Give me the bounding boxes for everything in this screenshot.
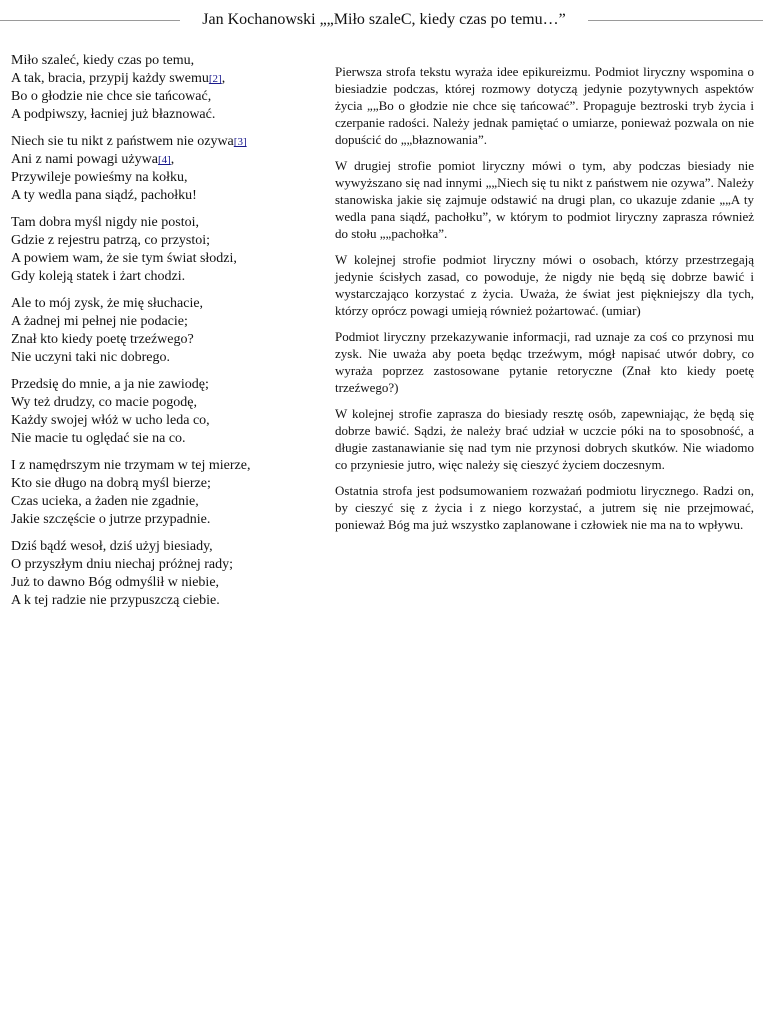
poem-stanza (11, 295, 311, 367)
poem-line-text: A powiem wam, że sie tym świat słodzi, (11, 251, 237, 266)
poem-stanza (11, 52, 311, 124)
poem-line (11, 169, 311, 187)
analysis-paragraph: Pierwsza strofa tekstu wyraża idee epikureizmu. Podmiot liryczny wspomina o biesiadzie podczas, której rozmowy dotyczą jedynie pozytywnych aspektów życia „„Bo o głodzie nie chce się tańcować”. Propaguje beztroski tryb życia i czerpanie radości. Należy jednak pamiętać o umiarze, ponieważ pozwala on nie dopuścić do „„błaznowania”. (335, 64, 754, 147)
poem-line (11, 250, 311, 268)
poem-line (11, 394, 311, 412)
poem-line-tail: , (170, 152, 175, 167)
poem-line-text: A podpiwszy, łacniej już błaznować. (11, 107, 216, 122)
poem-line (11, 151, 311, 169)
poem-line-text: Gdzie z rejestru patrzą, co przystoi; (11, 233, 211, 248)
poem-line (11, 493, 311, 511)
footnote-link[interactable]: [4] (157, 154, 171, 166)
poem-line-text: Każdy swojej włóż w ucho leda co, (11, 413, 210, 428)
poem-line (11, 70, 311, 88)
poem-line (11, 538, 311, 556)
poem-line (11, 412, 311, 430)
header-rule-right (588, 20, 763, 21)
document-header (0, 10, 768, 30)
poem-line-text: Miło szaleć, kiedy czas po temu, (11, 53, 195, 68)
poem-line (11, 574, 311, 592)
poem-line-text: I z namędrszym nie trzymam w tej mierze, (11, 458, 251, 473)
poem-stanza (11, 376, 311, 448)
poem-line (11, 475, 311, 493)
poem-stanza (11, 133, 311, 205)
poem-line (11, 88, 311, 106)
poem-stanza (11, 214, 311, 286)
poem-line-text: Wy też drudzy, co macie pogodę, (11, 395, 198, 410)
analysis-paragraph: Podmiot liryczny przekazywanie informacji, rad uznaje za coś co przynosi mu zysk. Nie uważa aby poeta będąc trzeźwym, mógł napisać utwór dobry, co wyraża poprzez zastosowane pytanie retoryczne (Znał kto kiedy poetę trzeźwego?) (335, 329, 754, 395)
poem-line-text: Znał kto kiedy poetę trzeźwego? (11, 332, 194, 347)
poem-line-text: Jakie szczęście o jutrze przypadnie. (11, 512, 211, 527)
poem-line (11, 457, 311, 475)
poem-line (11, 430, 311, 448)
footnote-link[interactable]: [2] (208, 73, 222, 85)
poem-line (11, 232, 311, 250)
poem-line-text: A k tej radzie nie przypuszczą ciebie. (11, 593, 220, 608)
poem-stanza (11, 457, 311, 529)
poem-line-text: Niech sie tu nikt z państwem nie ozywa (11, 134, 234, 149)
poem-line (11, 268, 311, 286)
poem-line-text: Bo o głodzie nie chce sie tańcować, (11, 89, 212, 104)
poem-line-text: Gdy koleją statek i żart chodzi. (11, 269, 186, 284)
poem-line-text: Ale to mój zysk, że mię słuchacie, (11, 296, 204, 311)
poem-line (11, 106, 311, 124)
poem-line-text: Już to dawno Bóg odmyślił w niebie, (11, 575, 220, 590)
poem-line-text: A ty wedla pana siądź, pachołku! (11, 188, 197, 203)
poem-line-text: Czas ucieka, a żaden nie zgadnie, (11, 494, 199, 509)
poem-line (11, 214, 311, 232)
poem-stanza (11, 538, 311, 610)
analysis-column (335, 63, 754, 542)
document-title: Jan Kochanowski „„Miło szaleC, kiedy czas po temu…” (202, 11, 566, 28)
poem-line (11, 313, 311, 331)
poem-line-text: A tak, bracia, przypij każdy swemu (11, 71, 209, 86)
poem-line (11, 133, 311, 151)
poem-line (11, 295, 311, 313)
poem-line (11, 187, 311, 205)
poem-line-text: A żadnej mi pełnej nie podacie; (11, 314, 188, 329)
poem-line-tail: , (221, 71, 226, 86)
poem-line-text: Nie macie tu oględać sie na co. (11, 431, 186, 446)
poem-column (11, 52, 311, 619)
poem-line-text: Nie uczyni taki nic dobrego. (11, 350, 171, 365)
poem-line (11, 556, 311, 574)
analysis-paragraph: W kolejnej strofie zaprasza do biesiady resztę osób, zapewniając, że będą się dobrze bawić. Sądzi, że należy brać udział w uczcie póki na to sposobność, a długie zastanawianie się nad tym nie przynosi dobrych skutków. Nie wiadomo co przyniesie jutro, więc należy się cieszyć życiem doczesnym. (335, 406, 754, 472)
footnote-link[interactable]: [3] (233, 136, 247, 148)
poem-line-text: Dziś bądź wesoł, dziś użyj biesiady, (11, 539, 213, 554)
header-rule-left (0, 20, 180, 21)
poem-line (11, 511, 311, 529)
poem-line-text: Ani z nami powagi używa (11, 152, 158, 167)
poem-line-text: Przywileje powieśmy na kołku, (11, 170, 188, 185)
analysis-paragraph: Ostatnia strofa jest podsumowaniem rozważań podmiotu lirycznego. Radzi on, by cieszyć się z życia i z niego korzystać, a jutrem się nie przejmować, ponieważ Bóg ma już wszystko zaplanowane i człowiek nie ma na to wpływu. (335, 483, 754, 532)
analysis-paragraph: W drugiej strofie pomiot liryczny mówi o tym, aby podczas biesiady nie wywyższano się nad innymi „„Niech się tu nikt z państwem nie ozywa”. Należy stanowiska jakie się zajmuje odstawić na drugi plan, co ukazuje zdanie „„A ty wedla pana siądź, pachołku”, w którym to podmiot liryczny zaprasza również do stołu „„pachołka”. (335, 158, 754, 241)
poem-line (11, 331, 311, 349)
poem-line-text: Przedsię do mnie, a ja nie zawiodę; (11, 377, 209, 392)
poem-line (11, 52, 311, 70)
poem-line (11, 349, 311, 367)
analysis-paragraph: W kolejnej strofie podmiot liryczny mówi o osobach, którzy przestrzegają jedynie ścisłych zasad, co powoduje, że nigdy nie będą się dobrze bawić i wystarczająco korzystać z życia. Uważa, że świat jest piękniejszy dla tych, którzy oprócz powagi umieją również pożartować. (umiar) (335, 252, 754, 318)
poem-line-text: Kto sie długo na dobrą myśl bierze; (11, 476, 211, 491)
poem-line (11, 376, 311, 394)
poem-line-text: O przyszłym dniu niechaj próżnej rady; (11, 557, 233, 572)
poem-line (11, 592, 311, 610)
poem-line-text: Tam dobra myśl nigdy nie postoi, (11, 215, 200, 230)
